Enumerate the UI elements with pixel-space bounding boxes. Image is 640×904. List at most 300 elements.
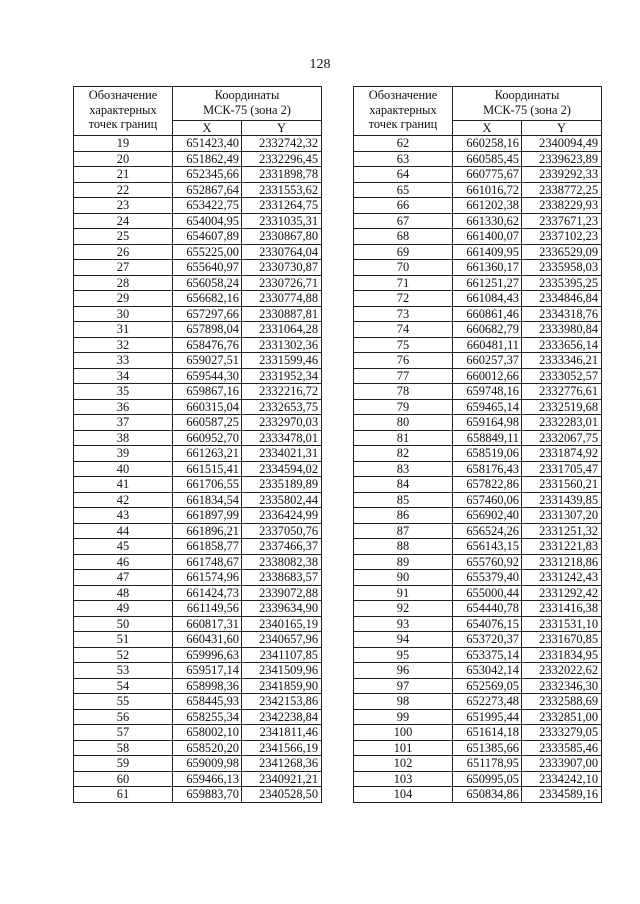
y-coordinate-cell: 2334846,84	[522, 291, 602, 307]
x-coordinate-cell: 661251,27	[453, 275, 522, 291]
point-number-cell: 30	[74, 306, 173, 322]
y-coordinate-cell: 2333279,05	[522, 725, 602, 741]
table-row	[74, 306, 322, 322]
y-coordinate-cell: 2330887,81	[242, 306, 322, 322]
point-number-cell: 31	[74, 322, 173, 338]
table-row	[354, 275, 602, 291]
table-row	[354, 353, 602, 369]
x-coordinate-cell: 660585,45	[453, 151, 522, 167]
table-row	[354, 198, 602, 214]
table-row	[354, 647, 602, 663]
y-coordinate-cell: 2333478,01	[242, 430, 322, 446]
point-number-cell: 61	[74, 787, 173, 803]
table-row	[354, 725, 602, 741]
x-coordinate-cell: 660258,16	[453, 136, 522, 152]
x-coordinate-cell: 654440,78	[453, 601, 522, 617]
point-number-cell: 80	[354, 415, 453, 431]
header-designation-line-3: точек границ	[368, 117, 438, 131]
x-coordinate-cell: 659466,13	[173, 771, 242, 787]
table-row	[354, 244, 602, 260]
header-coordinates-line-2: МСК-75 (зона 2)	[203, 102, 291, 117]
x-coordinate-cell: 661409,95	[453, 244, 522, 260]
header-designation-line-3: точек границ	[88, 117, 158, 131]
point-number-cell: 93	[354, 616, 453, 632]
y-coordinate-cell: 2332346,30	[522, 678, 602, 694]
table-row	[354, 229, 602, 245]
x-coordinate-cell: 661016,72	[453, 182, 522, 198]
x-coordinate-cell: 660315,04	[173, 399, 242, 415]
point-number-cell: 47	[74, 570, 173, 586]
x-coordinate-cell: 652273,48	[453, 694, 522, 710]
table-row	[354, 291, 602, 307]
table-row	[74, 446, 322, 462]
y-coordinate-cell: 2331218,86	[522, 554, 602, 570]
table-row	[74, 508, 322, 524]
table-row	[354, 260, 602, 276]
y-coordinate-cell: 2331705,47	[522, 461, 602, 477]
x-coordinate-cell: 661263,21	[173, 446, 242, 462]
table-row	[354, 508, 602, 524]
y-coordinate-cell: 2340165,19	[242, 616, 322, 632]
y-coordinate-cell: 2338683,57	[242, 570, 322, 586]
x-coordinate-cell: 651385,66	[453, 740, 522, 756]
table-row	[74, 260, 322, 276]
table-row	[74, 368, 322, 384]
table-row	[74, 430, 322, 446]
table-row	[354, 616, 602, 632]
x-coordinate-cell: 658445,93	[173, 694, 242, 710]
x-coordinate-cell: 661897,99	[173, 508, 242, 524]
x-coordinate-cell: 651862,49	[173, 151, 242, 167]
x-coordinate-cell: 655760,92	[453, 554, 522, 570]
point-number-cell: 43	[74, 508, 173, 524]
point-number-cell: 63	[354, 151, 453, 167]
point-number-cell: 41	[74, 477, 173, 493]
x-coordinate-cell: 656524,26	[453, 523, 522, 539]
table-row	[74, 709, 322, 725]
point-number-cell: 35	[74, 384, 173, 400]
x-coordinate-cell: 658255,34	[173, 709, 242, 725]
y-coordinate-cell: 2332216,72	[242, 384, 322, 400]
point-number-cell: 71	[354, 275, 453, 291]
point-number-cell: 64	[354, 167, 453, 183]
x-coordinate-cell: 651423,40	[173, 136, 242, 152]
table-row	[354, 601, 602, 617]
table-row	[354, 632, 602, 648]
point-number-cell: 56	[74, 709, 173, 725]
table-row	[354, 461, 602, 477]
x-coordinate-cell: 651178,95	[453, 756, 522, 772]
y-coordinate-cell: 2333585,46	[522, 740, 602, 756]
table-row	[74, 167, 322, 183]
point-number-cell: 101	[354, 740, 453, 756]
y-coordinate-cell: 2331952,34	[242, 368, 322, 384]
header-x: X	[453, 120, 522, 135]
point-number-cell: 49	[74, 601, 173, 617]
y-coordinate-cell: 2342238,84	[242, 709, 322, 725]
point-number-cell: 90	[354, 570, 453, 586]
table-row	[74, 663, 322, 679]
x-coordinate-cell: 650995,05	[453, 771, 522, 787]
table-body-left	[74, 136, 322, 803]
y-coordinate-cell: 2335958,03	[522, 260, 602, 276]
point-number-cell: 23	[74, 198, 173, 214]
point-number-cell: 73	[354, 306, 453, 322]
table-row	[354, 539, 602, 555]
x-coordinate-cell: 660952,70	[173, 430, 242, 446]
y-coordinate-cell: 2339072,88	[242, 585, 322, 601]
table-row	[74, 136, 322, 152]
point-number-cell: 92	[354, 601, 453, 617]
point-number-cell: 34	[74, 368, 173, 384]
header-designation	[74, 87, 173, 136]
table-row	[354, 213, 602, 229]
table-row	[354, 368, 602, 384]
table-row	[354, 771, 602, 787]
y-coordinate-cell: 2337102,23	[522, 229, 602, 245]
table-row	[74, 771, 322, 787]
y-coordinate-cell: 2332022,62	[522, 663, 602, 679]
x-coordinate-cell: 658849,11	[453, 430, 522, 446]
y-coordinate-cell: 2336424,99	[242, 508, 322, 524]
x-coordinate-cell: 659996,63	[173, 647, 242, 663]
x-coordinate-cell: 659867,16	[173, 384, 242, 400]
y-coordinate-cell: 2331035,31	[242, 213, 322, 229]
y-coordinate-cell: 2331221,83	[522, 539, 602, 555]
x-coordinate-cell: 655225,00	[173, 244, 242, 260]
point-number-cell: 96	[354, 663, 453, 679]
x-coordinate-cell: 659517,14	[173, 663, 242, 679]
point-number-cell: 19	[74, 136, 173, 152]
table-row	[74, 616, 322, 632]
x-coordinate-cell: 660012,66	[453, 368, 522, 384]
x-coordinate-cell: 661360,17	[453, 260, 522, 276]
y-coordinate-cell: 2333346,21	[522, 353, 602, 369]
x-coordinate-cell: 659465,14	[453, 399, 522, 415]
x-coordinate-cell: 652345,66	[173, 167, 242, 183]
y-coordinate-cell: 2332653,75	[242, 399, 322, 415]
x-coordinate-cell: 661706,55	[173, 477, 242, 493]
x-coordinate-cell: 661202,38	[453, 198, 522, 214]
x-coordinate-cell: 654004,95	[173, 213, 242, 229]
x-coordinate-cell: 658476,76	[173, 337, 242, 353]
y-coordinate-cell: 2330764,04	[242, 244, 322, 260]
x-coordinate-cell: 660257,37	[453, 353, 522, 369]
x-coordinate-cell: 654607,89	[173, 229, 242, 245]
point-number-cell: 81	[354, 430, 453, 446]
table-row	[74, 399, 322, 415]
point-number-cell: 88	[354, 539, 453, 555]
point-number-cell: 32	[74, 337, 173, 353]
y-coordinate-cell: 2338229,93	[522, 198, 602, 214]
table-row	[74, 492, 322, 508]
x-coordinate-cell: 659164,98	[453, 415, 522, 431]
x-coordinate-cell: 660682,79	[453, 322, 522, 338]
point-number-cell: 39	[74, 446, 173, 462]
table-row	[74, 585, 322, 601]
x-coordinate-cell: 659748,16	[453, 384, 522, 400]
header-y: Y	[242, 120, 322, 135]
y-coordinate-cell: 2331302,36	[242, 337, 322, 353]
table-row	[74, 229, 322, 245]
point-number-cell: 104	[354, 787, 453, 803]
y-coordinate-cell: 2333052,57	[522, 368, 602, 384]
x-coordinate-cell: 655640,97	[173, 260, 242, 276]
y-coordinate-cell: 2331898,78	[242, 167, 322, 183]
point-number-cell: 36	[74, 399, 173, 415]
table-row	[354, 570, 602, 586]
x-coordinate-cell: 660861,46	[453, 306, 522, 322]
x-coordinate-cell: 653375,14	[453, 647, 522, 663]
table-row	[74, 725, 322, 741]
table-row	[74, 694, 322, 710]
table-body-right	[354, 136, 602, 803]
y-coordinate-cell: 2334242,10	[522, 771, 602, 787]
point-number-cell: 86	[354, 508, 453, 524]
point-number-cell: 75	[354, 337, 453, 353]
header-x: X	[173, 120, 242, 135]
y-coordinate-cell: 2340921,21	[242, 771, 322, 787]
y-coordinate-cell: 2332067,75	[522, 430, 602, 446]
x-coordinate-cell: 658998,36	[173, 678, 242, 694]
table-row	[74, 415, 322, 431]
table-row	[74, 756, 322, 772]
table-row	[74, 601, 322, 617]
point-number-cell: 72	[354, 291, 453, 307]
x-coordinate-cell: 651995,44	[453, 709, 522, 725]
point-number-cell: 83	[354, 461, 453, 477]
point-number-cell: 91	[354, 585, 453, 601]
x-coordinate-cell: 659009,98	[173, 756, 242, 772]
table-row	[74, 337, 322, 353]
y-coordinate-cell: 2339292,33	[522, 167, 602, 183]
point-number-cell: 33	[74, 353, 173, 369]
y-coordinate-cell: 2331834,95	[522, 647, 602, 663]
point-number-cell: 76	[354, 353, 453, 369]
x-coordinate-cell: 661424,73	[173, 585, 242, 601]
table-row	[74, 322, 322, 338]
table-row	[354, 399, 602, 415]
x-coordinate-cell: 658520,20	[173, 740, 242, 756]
table-row	[74, 151, 322, 167]
y-coordinate-cell: 2333907,00	[522, 756, 602, 772]
table-row	[354, 740, 602, 756]
y-coordinate-cell: 2332519,68	[522, 399, 602, 415]
y-coordinate-cell: 2332970,03	[242, 415, 322, 431]
point-number-cell: 62	[354, 136, 453, 152]
x-coordinate-cell: 652867,64	[173, 182, 242, 198]
table-row	[74, 291, 322, 307]
y-coordinate-cell: 2330726,71	[242, 275, 322, 291]
point-number-cell: 82	[354, 446, 453, 462]
point-number-cell: 37	[74, 415, 173, 431]
y-coordinate-cell: 2339634,90	[242, 601, 322, 617]
x-coordinate-cell: 659883,70	[173, 787, 242, 803]
point-number-cell: 52	[74, 647, 173, 663]
y-coordinate-cell: 2333980,84	[522, 322, 602, 338]
y-coordinate-cell: 2332742,32	[242, 136, 322, 152]
point-number-cell: 102	[354, 756, 453, 772]
header-coordinates	[453, 87, 602, 121]
y-coordinate-cell: 2331416,38	[522, 601, 602, 617]
table-row	[74, 632, 322, 648]
y-coordinate-cell: 2331670,85	[522, 632, 602, 648]
table-row	[354, 151, 602, 167]
point-number-cell: 77	[354, 368, 453, 384]
x-coordinate-cell: 654076,15	[453, 616, 522, 632]
table-row	[74, 647, 322, 663]
coordinates-table-left	[73, 86, 322, 803]
x-coordinate-cell: 657898,04	[173, 322, 242, 338]
table-row	[354, 756, 602, 772]
point-number-cell: 60	[74, 771, 173, 787]
table-row	[354, 182, 602, 198]
y-coordinate-cell: 2338082,38	[242, 554, 322, 570]
y-coordinate-cell: 2342153,86	[242, 694, 322, 710]
y-coordinate-cell: 2338772,25	[522, 182, 602, 198]
y-coordinate-cell: 2337466,37	[242, 539, 322, 555]
point-number-cell: 103	[354, 771, 453, 787]
y-coordinate-cell: 2339623,89	[522, 151, 602, 167]
x-coordinate-cell: 661400,07	[453, 229, 522, 245]
y-coordinate-cell: 2335802,44	[242, 492, 322, 508]
point-number-cell: 54	[74, 678, 173, 694]
table-row	[74, 523, 322, 539]
x-coordinate-cell: 657822,86	[453, 477, 522, 493]
point-number-cell: 58	[74, 740, 173, 756]
y-coordinate-cell: 2341107,85	[242, 647, 322, 663]
point-number-cell: 78	[354, 384, 453, 400]
point-number-cell: 27	[74, 260, 173, 276]
y-coordinate-cell: 2331064,28	[242, 322, 322, 338]
table-row	[74, 554, 322, 570]
table-row	[354, 322, 602, 338]
x-coordinate-cell: 661748,67	[173, 554, 242, 570]
point-number-cell: 79	[354, 399, 453, 415]
point-number-cell: 22	[74, 182, 173, 198]
x-coordinate-cell: 661515,41	[173, 461, 242, 477]
coordinates-table-right	[353, 86, 602, 803]
point-number-cell: 48	[74, 585, 173, 601]
y-coordinate-cell: 2334589,16	[522, 787, 602, 803]
point-number-cell: 57	[74, 725, 173, 741]
x-coordinate-cell: 656682,16	[173, 291, 242, 307]
y-coordinate-cell: 2330867,80	[242, 229, 322, 245]
point-number-cell: 99	[354, 709, 453, 725]
header-coordinates-line-1: Координаты	[214, 88, 280, 102]
point-number-cell: 53	[74, 663, 173, 679]
table-row	[354, 430, 602, 446]
header-designation	[354, 87, 453, 136]
point-number-cell: 74	[354, 322, 453, 338]
x-coordinate-cell: 653042,14	[453, 663, 522, 679]
point-number-cell: 97	[354, 678, 453, 694]
header-coordinates	[173, 87, 322, 121]
point-number-cell: 21	[74, 167, 173, 183]
x-coordinate-cell: 660775,67	[453, 167, 522, 183]
point-number-cell: 87	[354, 523, 453, 539]
x-coordinate-cell: 656902,40	[453, 508, 522, 524]
table-row	[74, 461, 322, 477]
header-coordinates-line-1: Координаты	[494, 88, 560, 102]
y-coordinate-cell: 2334021,31	[242, 446, 322, 462]
x-coordinate-cell: 659027,51	[173, 353, 242, 369]
y-coordinate-cell: 2334318,76	[522, 306, 602, 322]
x-coordinate-cell: 661084,43	[453, 291, 522, 307]
table-row	[354, 384, 602, 400]
x-coordinate-cell: 660817,31	[173, 616, 242, 632]
point-number-cell: 24	[74, 213, 173, 229]
table-row	[354, 492, 602, 508]
table-row	[354, 663, 602, 679]
y-coordinate-cell: 2331292,42	[522, 585, 602, 601]
point-number-cell: 26	[74, 244, 173, 260]
x-coordinate-cell: 650834,86	[453, 787, 522, 803]
x-coordinate-cell: 660587,25	[173, 415, 242, 431]
table-row	[74, 539, 322, 555]
x-coordinate-cell: 657460,06	[453, 492, 522, 508]
x-coordinate-cell: 655000,44	[453, 585, 522, 601]
table-row	[354, 415, 602, 431]
point-number-cell: 55	[74, 694, 173, 710]
point-number-cell: 38	[74, 430, 173, 446]
table-row	[354, 523, 602, 539]
y-coordinate-cell: 2331439,85	[522, 492, 602, 508]
y-coordinate-cell: 2331553,62	[242, 182, 322, 198]
y-coordinate-cell: 2332776,61	[522, 384, 602, 400]
point-number-cell: 66	[354, 198, 453, 214]
table-row	[74, 477, 322, 493]
table-row	[74, 740, 322, 756]
y-coordinate-cell: 2340094,49	[522, 136, 602, 152]
table-row	[74, 678, 322, 694]
y-coordinate-cell: 2341268,36	[242, 756, 322, 772]
point-number-cell: 70	[354, 260, 453, 276]
table-row	[354, 678, 602, 694]
y-coordinate-cell: 2340657,96	[242, 632, 322, 648]
y-coordinate-cell: 2334594,02	[242, 461, 322, 477]
page-number: 128	[309, 57, 331, 72]
point-number-cell: 29	[74, 291, 173, 307]
x-coordinate-cell: 655379,40	[453, 570, 522, 586]
table-row	[74, 275, 322, 291]
y-coordinate-cell: 2337671,23	[522, 213, 602, 229]
x-coordinate-cell: 656058,24	[173, 275, 242, 291]
x-coordinate-cell: 658002,10	[173, 725, 242, 741]
y-coordinate-cell: 2332296,45	[242, 151, 322, 167]
point-number-cell: 89	[354, 554, 453, 570]
table-row	[74, 213, 322, 229]
table-row	[354, 787, 602, 803]
table-row	[354, 554, 602, 570]
table-row	[354, 477, 602, 493]
x-coordinate-cell: 661896,21	[173, 523, 242, 539]
header-designation-line-1: Обозначение	[368, 88, 438, 102]
y-coordinate-cell: 2333656,14	[522, 337, 602, 353]
x-coordinate-cell: 651614,18	[453, 725, 522, 741]
y-coordinate-cell: 2332283,01	[522, 415, 602, 431]
x-coordinate-cell: 653720,37	[453, 632, 522, 648]
point-number-cell: 100	[354, 725, 453, 741]
point-number-cell: 50	[74, 616, 173, 632]
point-number-cell: 28	[74, 275, 173, 291]
table-row	[354, 337, 602, 353]
point-number-cell: 45	[74, 539, 173, 555]
table-row	[354, 136, 602, 152]
header-coordinates-line-2: МСК-75 (зона 2)	[483, 102, 571, 117]
y-coordinate-cell: 2331242,43	[522, 570, 602, 586]
y-coordinate-cell: 2336529,09	[522, 244, 602, 260]
